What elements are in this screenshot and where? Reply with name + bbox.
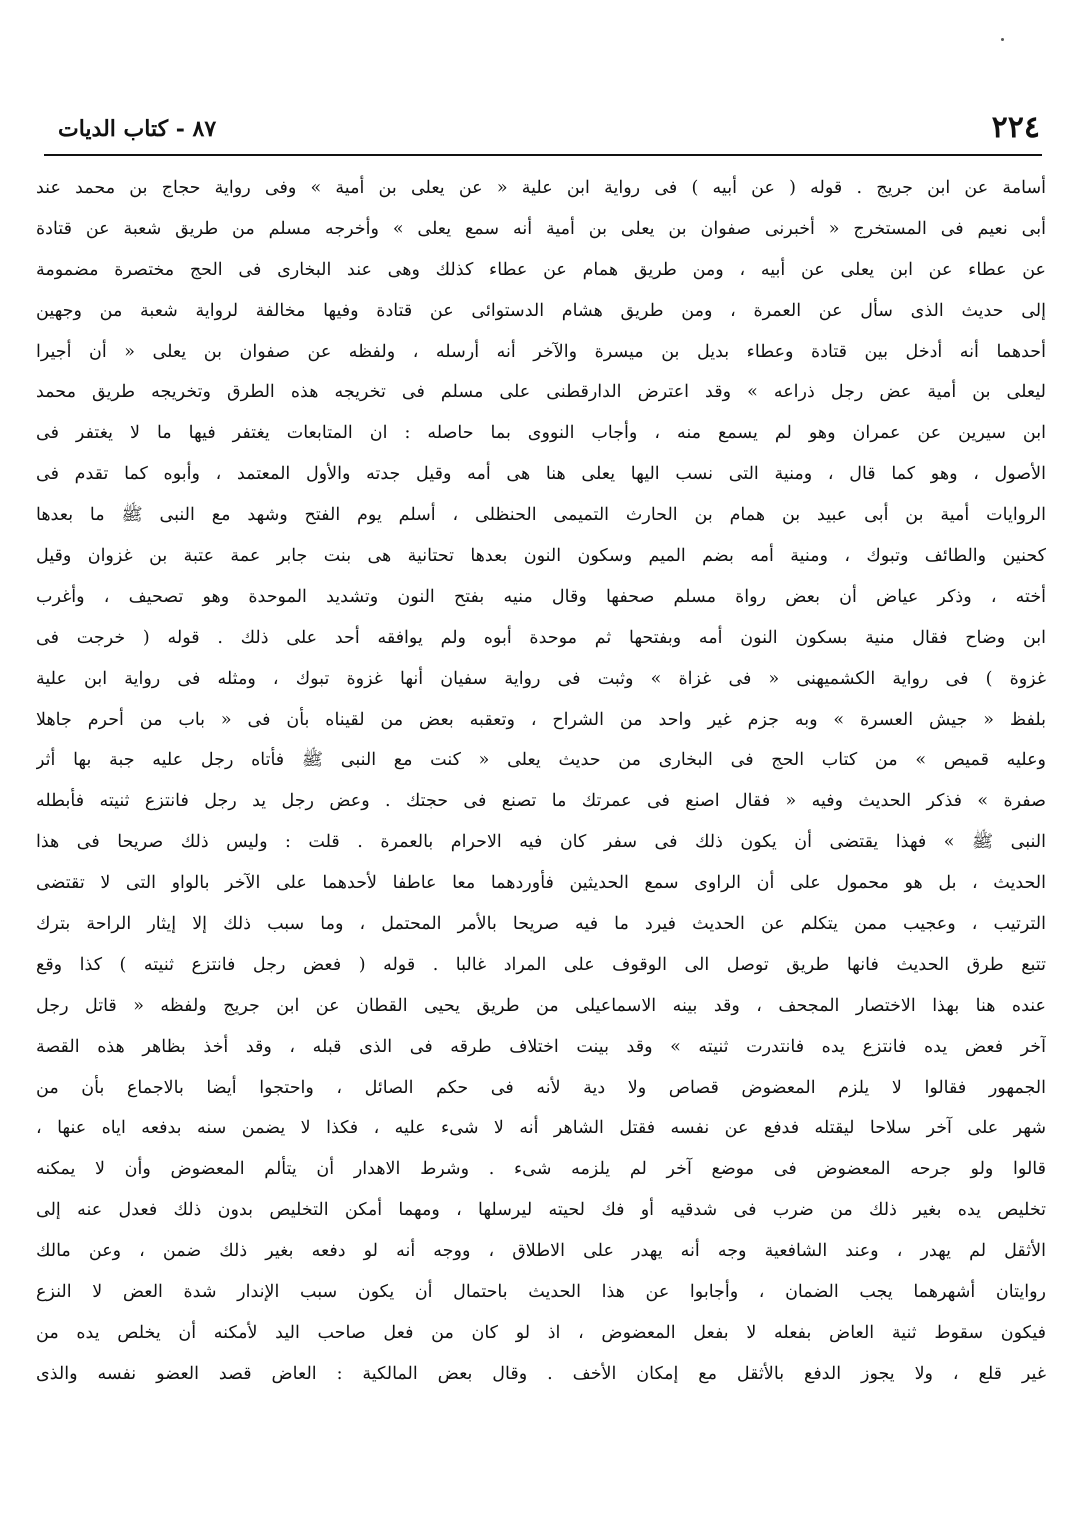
text-line: صفرة » فذكر الحديث وفيه « فقال اصنع فى عمرتك ما تصنع فى حجتك . وعض رجل يد رجل فانتزع ثنيته فأبطله — [36, 791, 1046, 812]
text-line: الأصول ، وهو كما قال ، ومنية التى نسب اليها يعلى هنا هى أمه وقيل جدته والأول المعتمد ، وأبوه كما تقدم فى — [36, 464, 1046, 485]
page-header — [44, 108, 1040, 152]
text-line: أخته ، وذكر عياض أن بعض رواة مسلم صحفها وقال منيه بفتح النون وتشديد الموحدة وهو تصحيف ، وأغرب — [36, 586, 1046, 607]
text-line: غزوة ) فى رواية الكشميهنى « فى غزاة » وثبت فى رواية سفيان أنها غزوة تبوك ، ومثله فى رواية ابن علية — [36, 668, 1046, 689]
running-head: ٨٧ - كتاب الديات — [58, 116, 217, 142]
text-line: عنده هنا بهذا الاختصار المجحف ، وقد بينه الاسماعيلى من طريق يحيى القطان عن ابن جريج ولفظه « قاتل رجل — [36, 995, 1046, 1016]
text-line: بلفظ « جيش العسرة » وبه جزم غير واحد من الشراح ، وتعقبه بعض من لقيناه بأن فى « باب من أحرم جاهلا — [36, 709, 1046, 730]
text-line: الروايات أمية بن أبى عبيد بن همام بن الحارث التميمى الحنظلى ، أسلم يوم الفتح وشهد مع النبى ﷺ ما بعدها — [36, 505, 1046, 526]
text-line: إلى حديث الذى سأل عن العمرة ، ومن طريق هشام الدستوائى عن قتادة وفيها مخالفة لرواية شعبة من وجهين — [36, 300, 1046, 321]
text-line: آخر فعض يده فانتزع يده فانتدرت ثنيته » وقد بينت اختلاف طرقه فى الذى قبله ، وقد أخذ بظاهر هذه القصة — [36, 1036, 1046, 1057]
text-line: قالوا ولو جرحه المعضوض فى موضع آخر لم يلزمه شىء . وشرط الاهدار أن يتألم المعضوض وأن لا يمكنه — [36, 1159, 1046, 1180]
text-line: الجمهور فقالوا لا يلزم المعضوض قصاص ولا دية لأنه فى حكم الصائل ، واحتجوا أيضا بالاجماع بأن من — [36, 1077, 1046, 1098]
text-line: ابن وضاح فقال منية بسكون النون أمه وبفتحها ثم موحدة أبوه ولم يوافقه أحد على ذلك . قوله ( خرجت فى — [36, 627, 1046, 648]
text-line: النبى ﷺ » فهذا يقتضى أن يكون ذلك فى سفر كان فيه الاحرام بالعمرة . قلت : وليس ذلك صريحا فى هذا — [36, 832, 1046, 853]
text-line: الحديث ، بل هو محمول على أن الراوى سمع الحديثين فأوردهما معا عاطفا لأحدهما على الآخر بالواو التى لا تقتضى — [36, 873, 1046, 894]
text-line: ابن سيرين عن عمران وهو لم يسمع منه ، وأجاب النووى بما حاصله : ان المتابعات يغتفر فيها ما لا يغتفر فى — [36, 423, 1046, 444]
text-line: أحدهما أنه أدخل بين قتادة وعطاء بديل بن ميسرة والآخر أنه أرسله ، ولفظه عن صفوان بن يعلى « أن أجيرا — [36, 341, 1046, 362]
text-line: الأثقل لم يهدر ، وعند الشافعية وجه أنه يهدر على الاطلاق ، ووجه أنه لو دفعه بغير ذلك ضمن ، وعن مالك — [36, 1241, 1046, 1262]
text-line: الترتيب ، وعجيب ممن يتكلم عن الحديث فيرد ما فيه صريحا بالأمر المحتمل ، وما سبب ذلك إلا إيثار الراحة بترك — [36, 914, 1046, 935]
text-line: وعليه قميص » من كتاب الحج فى البخارى من حديث يعلى « كنت مع النبى ﷺ فأتاه رجل عليه جبة بها أثر — [36, 750, 1046, 771]
text-line: ليعلى بن أمية عض رجل ذراعه » وقد اعترض الدارقطنى على مسلم فى تخريجه هذه الطرق وتخريجه طريق محمد — [36, 382, 1046, 403]
text-line: كحنين والطائف وتبوك ، ومنية أمه بضم الميم وسكون النون بعدها تحتانية هى بنت جابر عمة عتبة بن غزوان وقيل — [36, 546, 1046, 567]
text-line: عن عطاء عن ابن يعلى عن أبيه ، ومن طريق همام عن عطاء كذلك وهى عند البخارى فى الحج مختصرة مضمومة — [36, 259, 1046, 280]
text-line: تخليص يده بغير ذلك من ضرب فى شدقيه أو فك لحيته ليرسلها ، ومهما أمكن التخليص بدون ذلك فعدل عنه إلى — [36, 1200, 1046, 1221]
text-line: أسامة عن ابن جريج . قوله ( عن أبيه ) فى رواية ابن علية « عن يعلى بن أمية » وفى رواية حجاج بن محمد عند — [36, 178, 1046, 198]
header-rule — [44, 154, 1042, 156]
text-line: تتبع طرق الحديث فانها طريق توصل الى الوقوف على المراد غالبا . قوله ( فعض رجل فانتزع ثنيته ) كذا وقع — [36, 954, 1046, 975]
text-line: شهر على آخر سلاحا ليقتله فدفع عن نفسه فقتل الشاهر أنه لا شىء عليه ، فكذا لا يضمن سنه بدفعه اياه عنها ، — [36, 1118, 1046, 1139]
text-line: فيكون سقوط ثنية العاض بفعله لا بفعل المعضوض ، اذ لو كان من فعل صاحب اليد لأمكنه أن يخلص يده من — [36, 1322, 1046, 1343]
page-speck — [1001, 38, 1004, 41]
text-line: أبى نعيم فى المستخرج « أخبرنى صفوان بن يعلى بن أمية أنه سمع يعلى » وأخرجه مسلم من طريق شعبة عن قتادة — [36, 218, 1046, 239]
body-text — [36, 168, 1046, 1395]
text-line: روايتان أشهرهما يجب الضمان ، وأجابوا عن هذا الحديث باحتمال أن يكون سبب الإندار شدة العض لا النزع — [36, 1282, 1046, 1303]
text-line: غير قلع ، ولا يجوز الدفع بالأثقل مع إمكان الأخف . وقال بعض المالكية : العاض قصد العضو نفسه والذى — [36, 1363, 1046, 1384]
page-number: ٢٢٤ — [991, 110, 1040, 145]
